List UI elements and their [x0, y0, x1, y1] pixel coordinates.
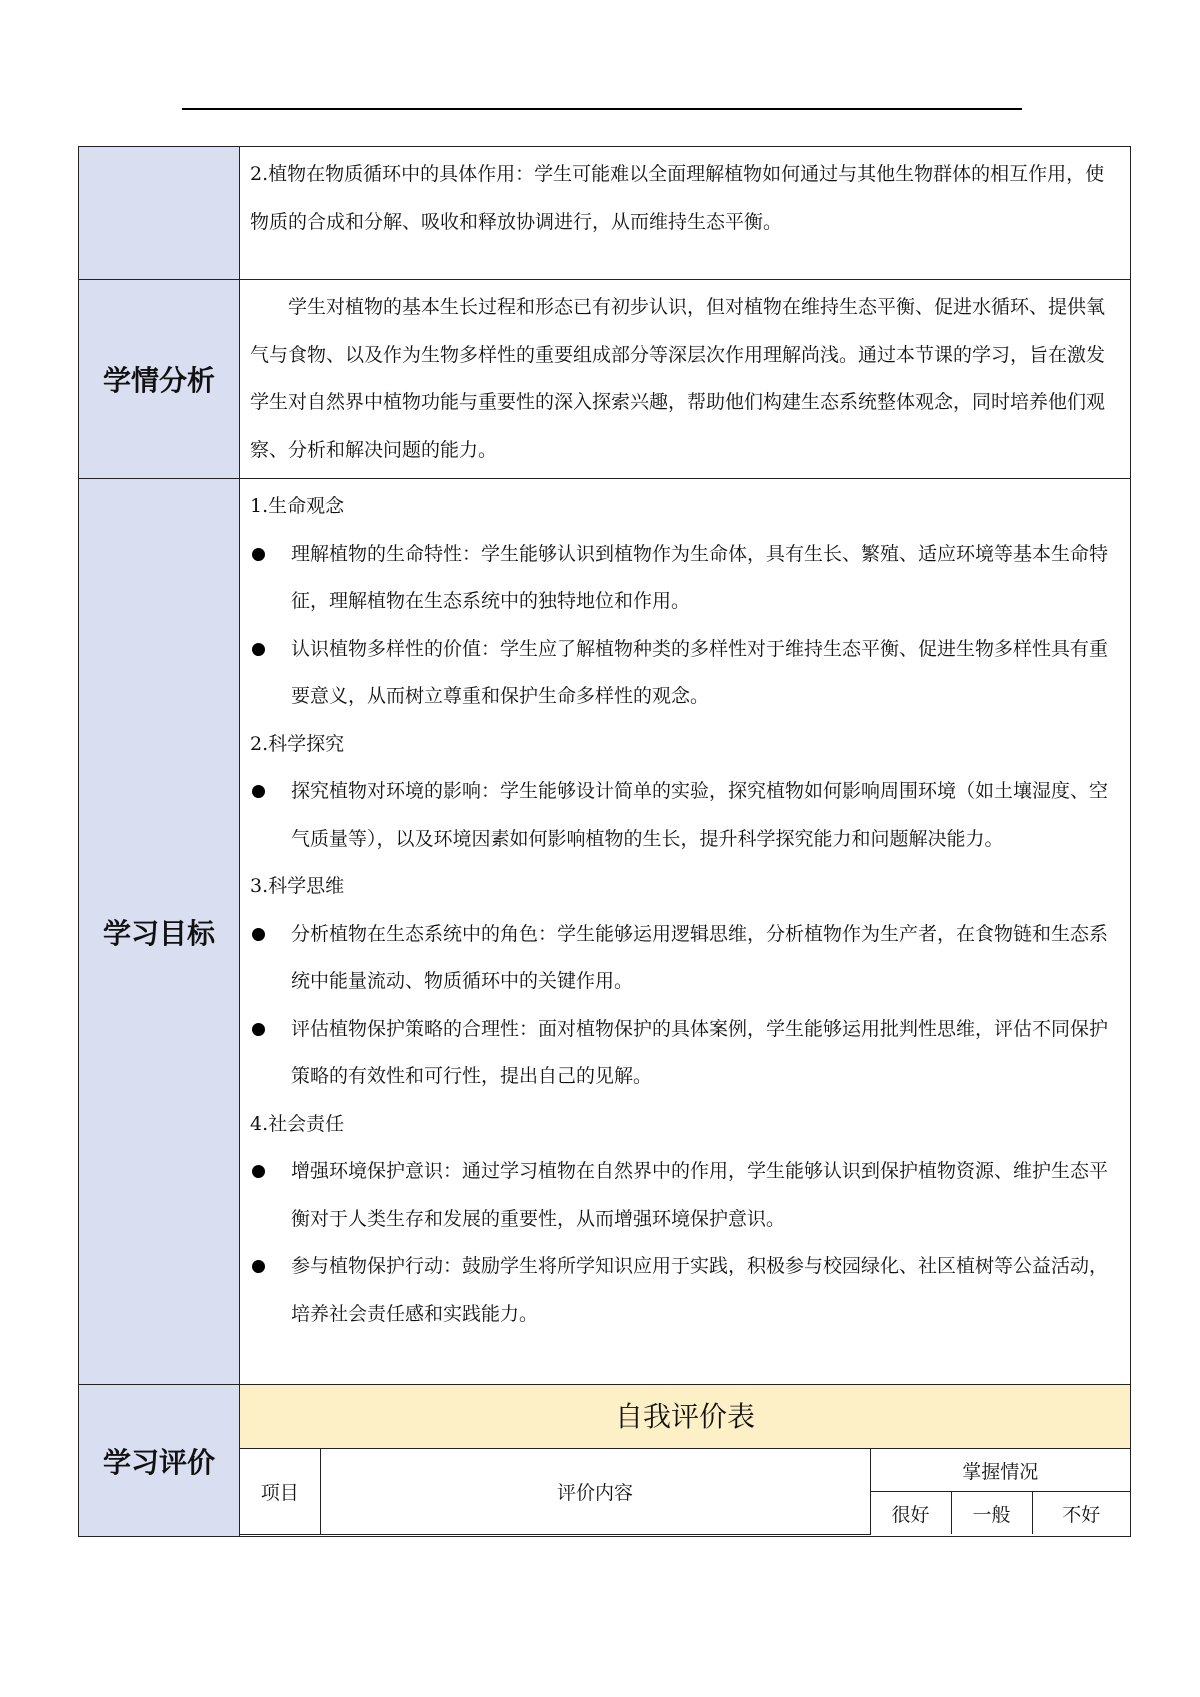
self-eval-table: [240, 1449, 1130, 1535]
level-poor: 不好: [1032, 1492, 1130, 1535]
bullet-item: 参与植物保护行动：鼓励学生将所学知识应用于实践，积极参与校园绿化、社区植树等公益活动，培养社会责任感和实践能力。: [250, 1243, 1120, 1338]
bullet-item: 理解植物的生命特性：学生能够认识到植物作为生命体，具有生长、繁殖、适应环境等基本生命特征，理解植物在生态系统中的独特地位和作用。: [250, 531, 1120, 626]
bullet-item: 分析植物在生态系统中的角色：学生能够运用逻辑思维，分析植物作为生产者，在食物链和生态系统中能量流动、物质循环中的关键作用。: [250, 911, 1120, 1006]
col-header-mastery: 掌握情况: [870, 1449, 1130, 1492]
bullet-dot-icon: [252, 548, 265, 561]
section-heading: 3.科学思维: [250, 875, 345, 897]
bullet-dot-icon: [252, 1260, 265, 1273]
row-content: [240, 280, 1131, 479]
section-heading: 4.社会责任: [250, 1112, 345, 1135]
col-header-item: 项目: [240, 1449, 320, 1534]
paragraph: 2.植物在物质循环中的具体作用：学生可能难以全面理解植物如何通过与其他生物群体的相互作用，使物质的合成和分解、吸收和释放协调进行，从而维持生态平衡。: [250, 163, 1105, 233]
table-row-analysis: [79, 280, 1131, 479]
bullet-dot-icon: [252, 1165, 265, 1178]
section-heading: 1.生命观念: [250, 495, 345, 517]
section-heading: 2.科学探究: [250, 732, 345, 755]
row-content: [240, 147, 1131, 280]
row-label: 学习评价: [79, 1385, 240, 1537]
bullet-item: 认识植物多样性的价值：学生应了解植物种类的多样性对于维持生态平衡、促进生物多样性具有重要意义，从而树立尊重和保护生命多样性的观念。: [250, 626, 1120, 721]
lesson-plan-table: [78, 146, 1131, 1537]
self-eval-title: 自我评价表: [240, 1385, 1130, 1449]
row-label: [79, 147, 240, 280]
level-very-good: 很好: [870, 1492, 951, 1535]
paragraph: 学生对植物的基本生长过程和形态已有初步认识，但对植物在维持生态平衡、促进水循环、提供氧气与食物、以及作为生物多样性的重要组成部分等深层次作用理解尚浅。通过本节课的学习，旨在激发学生对自然界中植物功能与重要性的深入探索兴趣，帮助他们构建生态系统整体观念，同时培养他们观察、分析和解决问题的能力。: [250, 296, 1106, 461]
row-content: [240, 479, 1131, 1385]
row-label: 学习目标: [79, 479, 240, 1385]
bullet-dot-icon: [252, 1023, 265, 1036]
table-row-continuation: [79, 147, 1131, 280]
bullet-item: 增强环境保护意识：通过学习植物在自然界中的作用，学生能够认识到保护植物资源、维护生态平衡对于人类生存和发展的重要性，从而增强环境保护意识。: [250, 1148, 1120, 1243]
bullet-item: 探究植物对环境的影响：学生能够设计简单的实验，探究植物如何影响周围环境（如土壤湿度、空气质量等），以及环境因素如何影响植物的生长，提升科学探究能力和问题解决能力。: [250, 768, 1120, 863]
bullet-item: 评估植物保护策略的合理性：面对植物保护的具体案例，学生能够运用批判性思维，评估不同保护策略的有效性和可行性，提出自己的见解。: [250, 1006, 1120, 1101]
col-header-content: 评价内容: [320, 1449, 870, 1534]
bullet-dot-icon: [252, 928, 265, 941]
header-rule: [182, 108, 1022, 110]
bullet-dot-icon: [252, 785, 265, 798]
table-row-evaluation: [79, 1385, 1131, 1537]
table-row-objectives: [79, 479, 1131, 1385]
level-average: 一般: [951, 1492, 1032, 1535]
row-label: 学情分析: [79, 280, 240, 479]
self-eval-block: [240, 1385, 1131, 1537]
bullet-dot-icon: [252, 643, 265, 656]
